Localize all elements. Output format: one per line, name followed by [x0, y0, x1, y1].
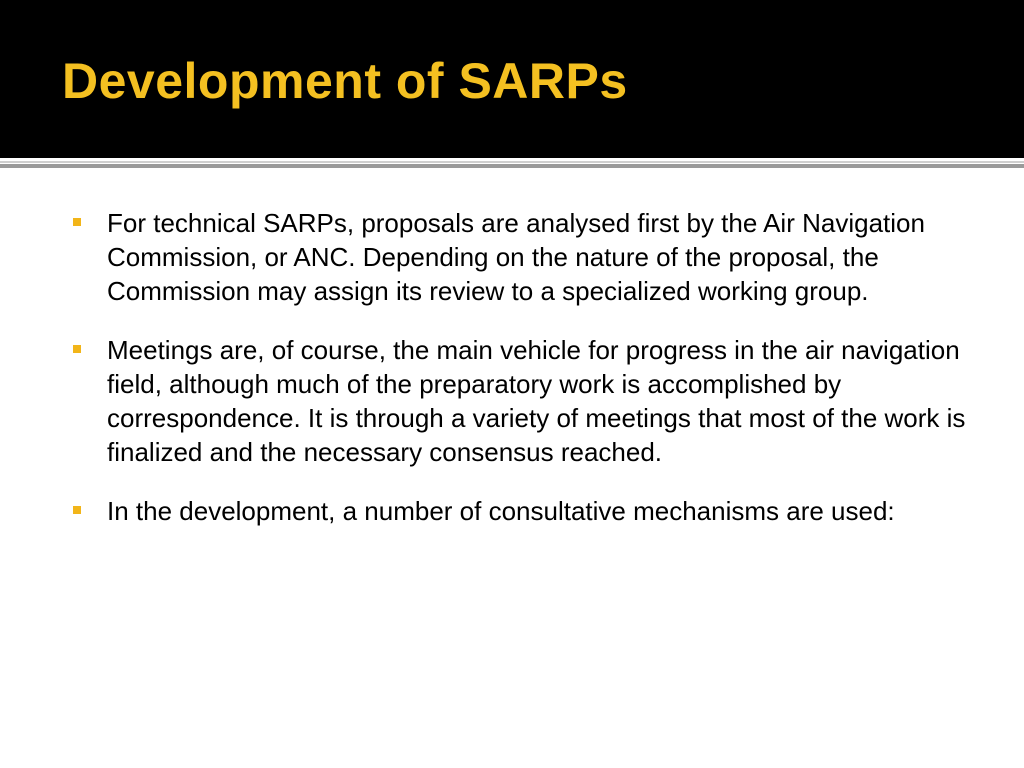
- square-bullet-icon: [73, 345, 81, 353]
- header-divider-thin: [0, 161, 1024, 163]
- title-bar: [0, 0, 1024, 158]
- bullet-item: [0, 206, 967, 308]
- slide-title: Development of SARPs: [62, 53, 628, 109]
- bullet-list: [0, 206, 1024, 553]
- bullet-item: [0, 333, 967, 469]
- bullet-text: In the development, a number of consultative mechanisms are used:: [107, 496, 895, 526]
- bullet-text: Meetings are, of course, the main vehicle for progress in the air navigation field, although much of the preparatory work is accomplished by correspondence. It is through a variety of meetings that most of the work is finalized and the necessary consensus reached.: [107, 335, 966, 467]
- bullet-text: For technical SARPs, proposals are analysed first by the Air Navigation Commission, or ANC. Depending on the nature of the proposal, the Commission may assign its review to a specialized working group.: [107, 208, 925, 306]
- header-divider-thick: [0, 164, 1024, 168]
- square-bullet-icon: [73, 218, 81, 226]
- bullet-item: [0, 494, 967, 528]
- square-bullet-icon: [73, 506, 81, 514]
